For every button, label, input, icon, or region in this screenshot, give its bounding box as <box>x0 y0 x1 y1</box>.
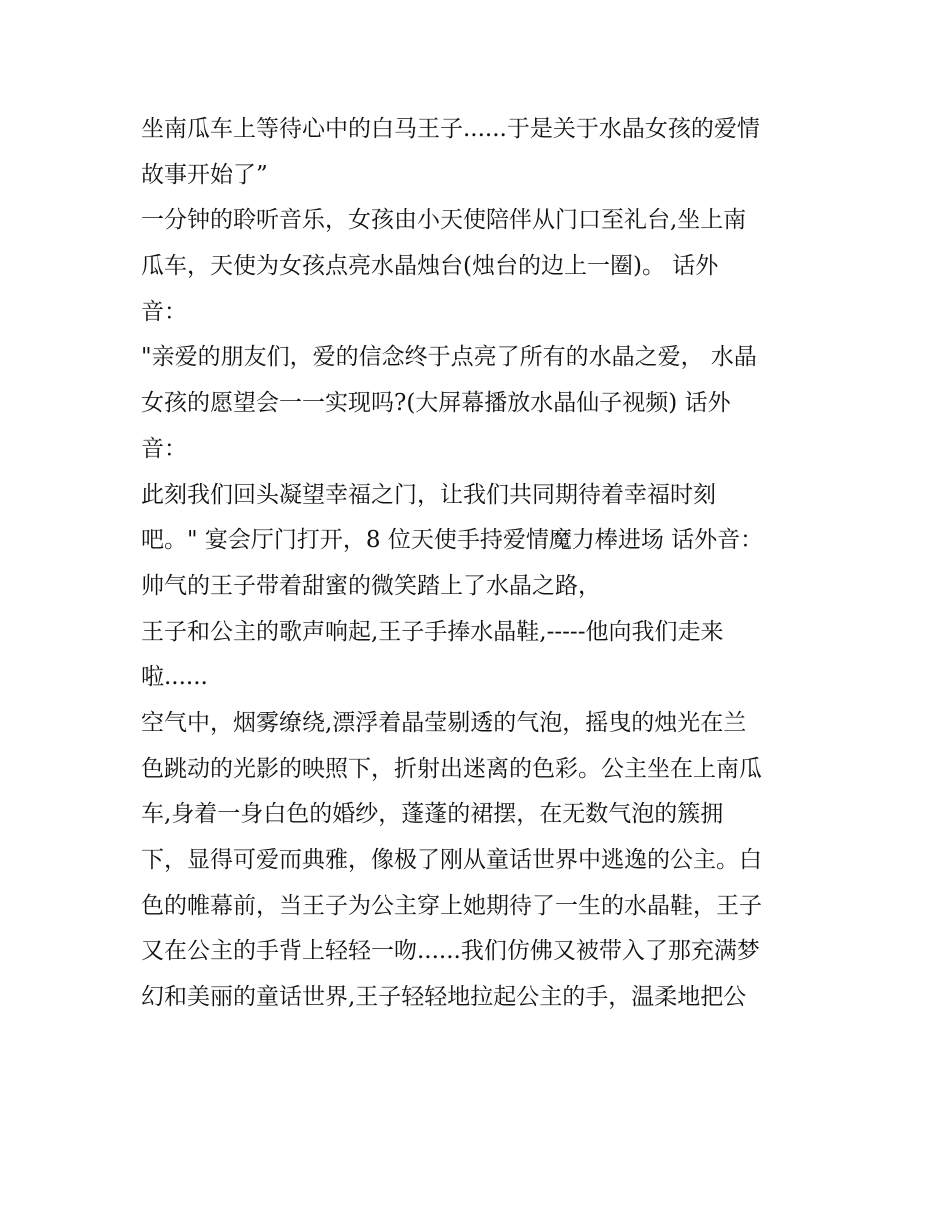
text-line: 啦...... <box>141 664 208 691</box>
text-line: 幻和美丽的童话世界,王子轻轻地拉起公主的手，温柔地把公 <box>141 984 747 1011</box>
text-line: 帅气的王子带着甜蜜的微笑踏上了水晶之路， <box>141 572 601 599</box>
text-line: 音： <box>141 298 187 325</box>
text-line: 车,身着一身白色的婚纱，蓬蓬的裙摆，在无数气泡的簇拥 <box>141 801 724 828</box>
text-line: 王子和公主的歌声响起,王子手捧水晶鞋,-----他向我们走来 <box>141 618 724 645</box>
text-line: 空气中，烟雾缭绕,漂浮着晶莹剔透的气泡，摇曳的烛光在兰 <box>141 709 747 736</box>
text-line: 音： <box>141 435 187 462</box>
text-line: "亲爱的朋友们，爱的信念终于点亮了所有的水晶之爱， 水晶 <box>141 344 757 371</box>
text-line: 下，显得可爱而典雅，像极了刚从童话世界中逃逸的公主。白 <box>141 847 762 873</box>
text-line: 吧。" 宴会厅门打开，8 位天使手持爱情魔力棒进场 话外音： <box>141 527 764 554</box>
text-line: 故事开始了” <box>141 161 268 188</box>
text-line: 一分钟的聆听音乐，女孩由小天使陪伴从门口至礼台,坐上南 <box>141 207 747 234</box>
text-line: 色跳动的光影的映照下，折射出迷离的色彩。公主坐在上南瓜 <box>141 755 762 782</box>
text-line: 瓜车，天使为女孩点亮水晶烛台(烛台的边上一圈)。 话外 <box>141 253 719 280</box>
text-line: 又在公主的手背上轻轻一吻......我们仿佛又被带入了那充满梦 <box>141 938 760 965</box>
text-line: 此刻我们回头凝望幸福之门，让我们共同期待着幸福时刻 <box>141 481 716 508</box>
text-line: 色的帷幕前，当王子为公主穿上她期待了一生的水晶鞋，王子 <box>141 892 762 919</box>
document-text-body <box>141 107 821 1021</box>
text-line: 坐南瓜车上等待心中的白马王子......于是关于水晶女孩的爱情 <box>141 116 760 142</box>
text-line: 女孩的愿望会一一实现吗?(大屏幕播放水晶仙子视频) 话外 <box>141 390 731 417</box>
